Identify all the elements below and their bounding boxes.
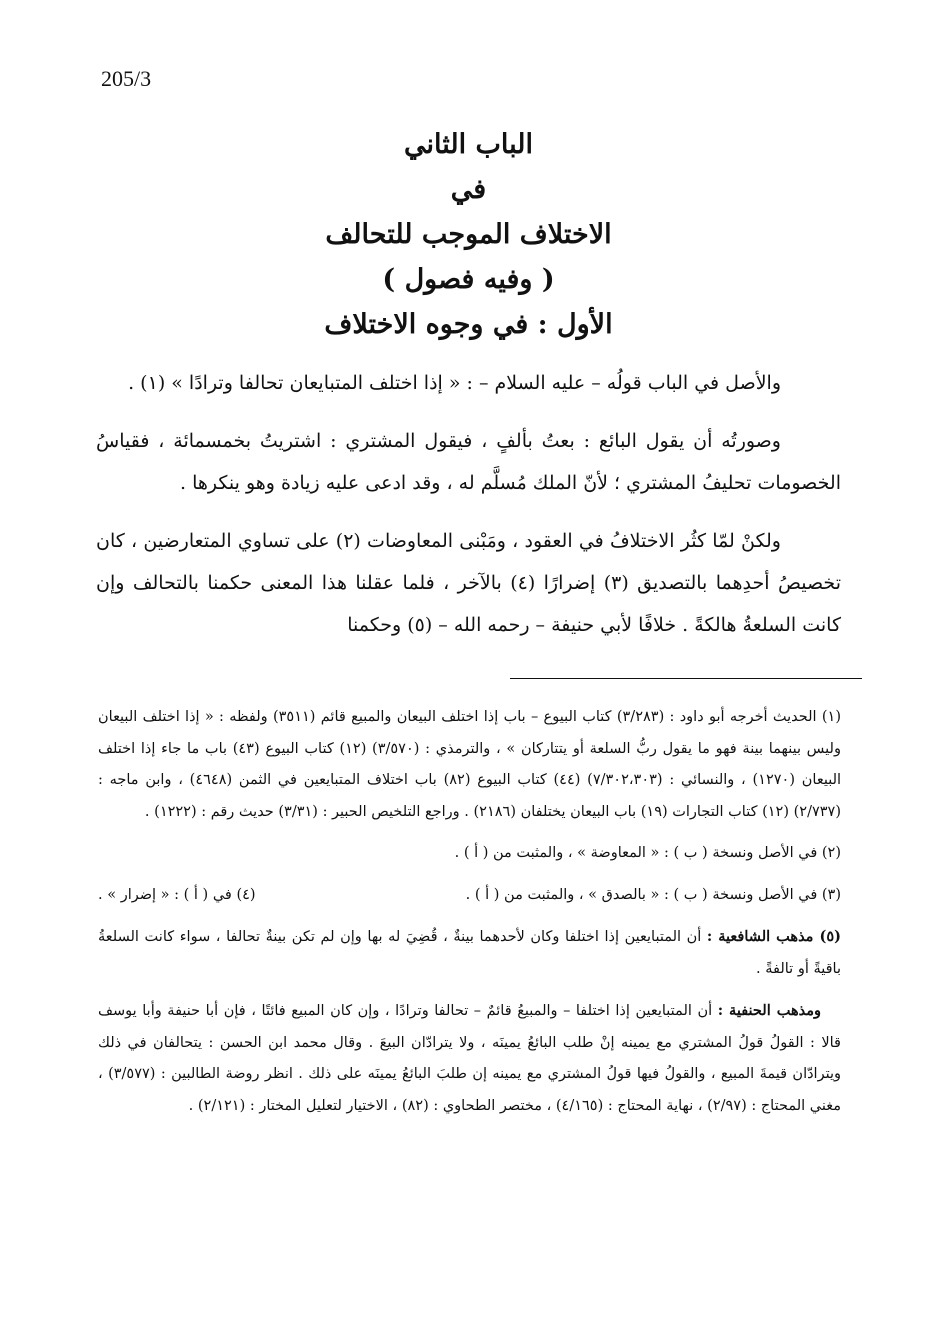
footnote-row <box>98 880 841 912</box>
footnote-5-continuation <box>98 995 841 1122</box>
body-paragraph: والأصل في الباب قولُه – عليه السلام – : « إذا اختلف المتبايعان تحالفا وترادًا » (١) . <box>128 372 781 394</box>
section-title: الأول : في وجوه الاختلاف <box>324 309 613 340</box>
chapter-title: الباب الثاني <box>403 129 534 160</box>
chapter-headings <box>100 122 837 347</box>
chapter-subject: الاختلاف الموجب للتحالف <box>325 219 612 250</box>
footnote-5-label: (٥) مذهب الشافعية : <box>706 928 842 945</box>
footnote-divider <box>510 678 862 679</box>
chapter-connector: في <box>450 174 487 205</box>
footnote-6-text: أن المتبايعين إذا اختلفا – والمبيعُ قائمٌ – تحالفا وترادًا ، وإن كان المبيع فائتًا ، فإن أبا حنيفة وأبا يوسف قالا : القولُ قولُ المشتري مع يمينه إنْ طلب البائعُ يمينَه ، ولا يترادّان البيعَ . وقال محمد ابن الحسن : يتحالفان في ذلك ويترادّان قيمةَ المبيع ، والقولُ فيها قولُ المشتري مع يمينه إن طلبَ البائعُ يمينَه على ذلك . انظر روضة الطالبين : (٣/٥٧٧) ، مغني المحتاج : (٢/٩٧) ، نهاية المحتاج : (٤/١٦٥) ، مختصر الطحاوي : (٨٢) ، الاختيار لتعليل المختار : (٢/١٢١) . <box>98 1003 841 1114</box>
footnote-4: (٤) في ( أ ) : « إضرار » . <box>98 886 256 903</box>
page-number: 205/3 <box>101 66 152 91</box>
footnote-1: (١) الحديث أخرجه أبو داود : (٣/٢٨٣) كتاب البيوع – باب إذا اختلف البيعان والمبيع قائم (٣٥١١) ولفظه : « إذا اختلف البيعان وليس بينهما بينة فهو ما يقول ربُّ السلعة أو يتتاركان » ، والترمذي : (٣/٥٧٠) (١٢) كتاب البيوع (٤٣) باب ما جاء إذا اختلف البيعان (١٢٧٠) ، والنسائي : (٧/٣٠٢،٣٠٣) (٤٤) كتاب البيوع (٨٢) باب اختلاف المتبايعين في الثمن (٤٦٤٨) ، وابن ماجه : (٢/٧٣٧) (١٢) كتاب التجارات (١٩) باب البيعان يختلفان (٢١٨٦) . وراجع التلخيص الحبير : (٣/٣١) حديث رقم : (١٢٢٢) . <box>98 709 842 820</box>
footnote-6-label: ومذهب الحنفية : <box>717 1002 821 1019</box>
footnote-2: (٢) في الأصل ونسخة ( ب ) : « المعاوضة » ، والمثبت من ( أ ) . <box>454 845 841 861</box>
footnote-5 <box>98 921 841 985</box>
body-text <box>96 362 841 662</box>
body-paragraph: ولكنْ لمّا كثُر الاختلافُ في العقود ، ومَبْنى المعاوضات (٢) على تساوي المتعارضين ، كان تخصيصُ أحدِهما بالتصديق (٣) إضرارًا (٤) بالآخر ، فلما عقلنا هذا المعنى حكمنا بالتحالف وإن كانت السلعةُ هالكةً . خلافًا لأبي حنيفة – رحمه الله – (٥) وحكمنا <box>96 530 841 636</box>
chapter-note: ( وفيه فصول ) <box>382 264 555 295</box>
footnote-3: (٣) في الأصل ونسخة ( ب ) : « بالصدق » ، والمثبت من ( أ ) . <box>465 886 841 903</box>
footnotes <box>98 702 841 1132</box>
footnote-5-text: أن المتبايعين إذا اختلفا وكان لأحدهما بينةٌ ، قُضِيَ له بها وإن لم تكن بينةٌ تحالفا ، سواء كانت السلعةُ باقيةً أو تالفةً . <box>98 929 841 977</box>
body-paragraph: وصورتُه أن يقول البائع : بعتُ بألفٍ ، فيقول المشتري : اشتريتُ بخمسمائة ، فقياسُ الخصومات تحليفُ المشتري ؛ لأنّ الملك مُسلَّم له ، وقد ادعى عليه زيادة وهو ينكرها . <box>96 430 841 494</box>
